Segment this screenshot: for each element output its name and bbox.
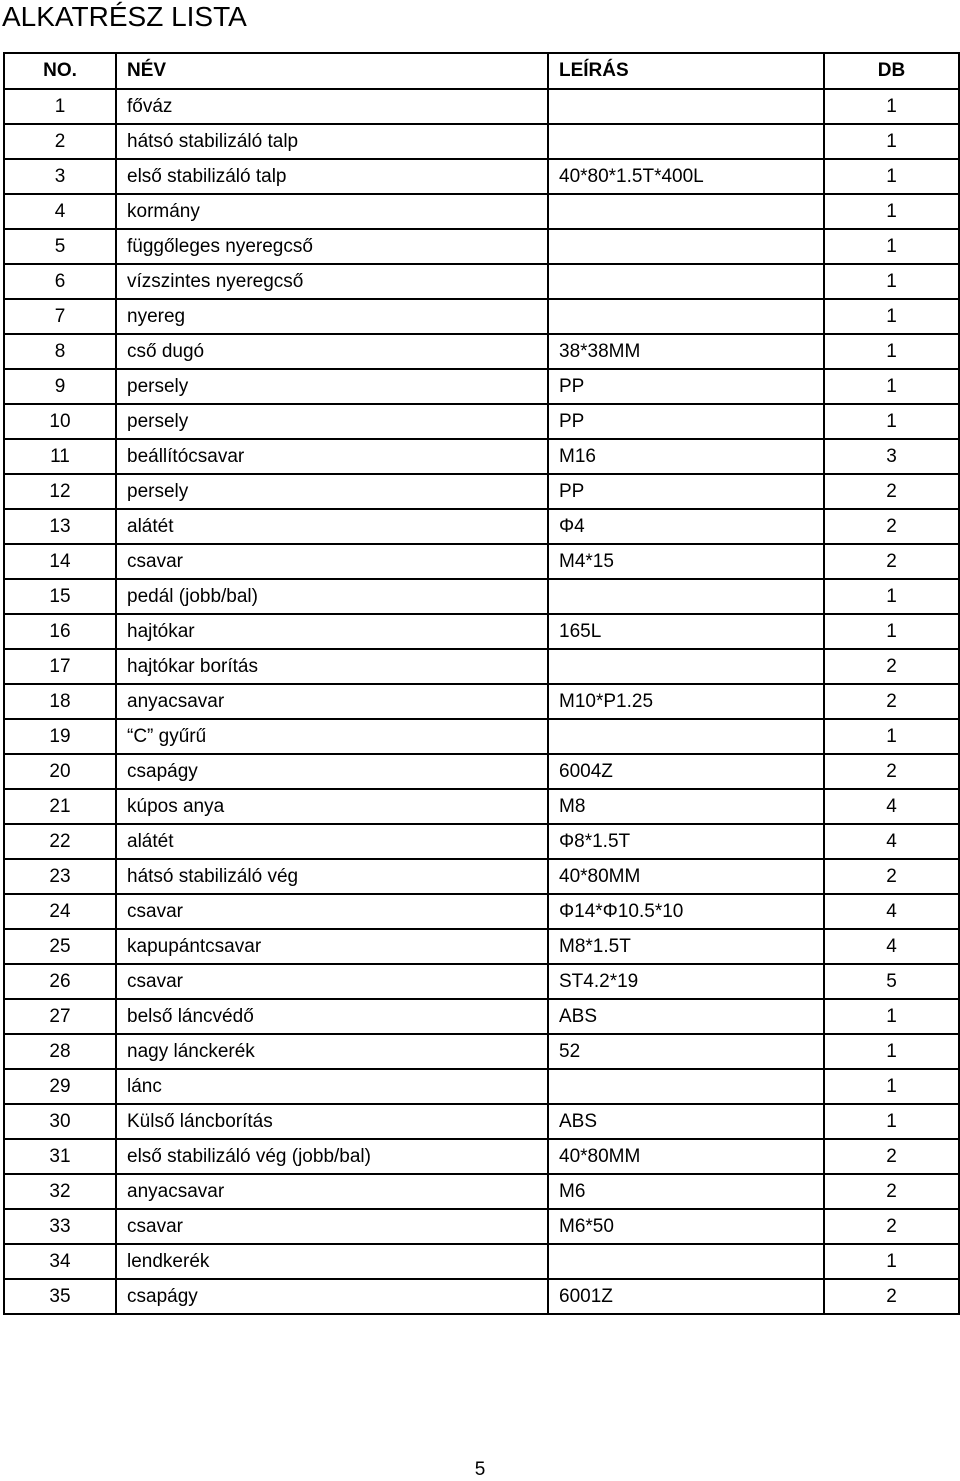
cell-quantity: 2 — [824, 544, 959, 579]
cell-no: 15 — [4, 579, 116, 614]
cell-no: 17 — [4, 649, 116, 684]
table-header — [4, 53, 959, 89]
cell-no: 35 — [4, 1279, 116, 1314]
cell-no: 24 — [4, 894, 116, 929]
cell-description: 165L — [548, 614, 824, 649]
cell-description: ST4.2*19 — [548, 964, 824, 999]
cell-name: persely — [116, 404, 548, 439]
cell-description: 40*80MM — [548, 1139, 824, 1174]
cell-quantity: 1 — [824, 369, 959, 404]
cell-no: 28 — [4, 1034, 116, 1069]
cell-no: 13 — [4, 509, 116, 544]
cell-quantity: 1 — [824, 999, 959, 1034]
table-row — [4, 264, 959, 299]
table-row — [4, 369, 959, 404]
cell-name: főváz — [116, 89, 548, 124]
cell-quantity: 1 — [824, 719, 959, 754]
table-row — [4, 684, 959, 719]
cell-name: beállítócsavar — [116, 439, 548, 474]
cell-quantity: 2 — [824, 684, 959, 719]
cell-quantity: 1 — [824, 229, 959, 264]
cell-no: 6 — [4, 264, 116, 299]
cell-description: 40*80MM — [548, 859, 824, 894]
parts-table — [3, 52, 960, 1315]
cell-no: 7 — [4, 299, 116, 334]
cell-name: anyacsavar — [116, 684, 548, 719]
cell-quantity: 2 — [824, 1139, 959, 1174]
cell-no: 33 — [4, 1209, 116, 1244]
cell-name: lánc — [116, 1069, 548, 1104]
cell-quantity: 2 — [824, 859, 959, 894]
table-row — [4, 159, 959, 194]
cell-no: 21 — [4, 789, 116, 824]
table-row — [4, 1174, 959, 1209]
cell-quantity: 1 — [824, 264, 959, 299]
cell-description: Φ14*Φ10.5*10 — [548, 894, 824, 929]
cell-name: vízszintes nyeregcső — [116, 264, 548, 299]
cell-description: PP — [548, 369, 824, 404]
cell-name: első stabilizáló talp — [116, 159, 548, 194]
cell-no: 16 — [4, 614, 116, 649]
cell-name: persely — [116, 474, 548, 509]
cell-name: függőleges nyeregcső — [116, 229, 548, 264]
cell-name: hátsó stabilizáló talp — [116, 124, 548, 159]
cell-quantity: 2 — [824, 474, 959, 509]
cell-description — [548, 719, 824, 754]
cell-no: 27 — [4, 999, 116, 1034]
table-row — [4, 649, 959, 684]
table-row — [4, 719, 959, 754]
cell-name: nyereg — [116, 299, 548, 334]
cell-name: csavar — [116, 544, 548, 579]
cell-quantity: 4 — [824, 824, 959, 859]
cell-name: nagy lánckerék — [116, 1034, 548, 1069]
cell-description: M8 — [548, 789, 824, 824]
cell-name: kapupántcsavar — [116, 929, 548, 964]
cell-description — [548, 1069, 824, 1104]
table-row — [4, 824, 959, 859]
cell-description — [548, 1244, 824, 1279]
cell-no: 8 — [4, 334, 116, 369]
cell-no: 2 — [4, 124, 116, 159]
cell-description — [548, 299, 824, 334]
table-row — [4, 1279, 959, 1314]
cell-description: 38*38MM — [548, 334, 824, 369]
cell-name: csapágy — [116, 754, 548, 789]
cell-name: Külső láncborítás — [116, 1104, 548, 1139]
cell-no: 19 — [4, 719, 116, 754]
cell-name: hajtókar borítás — [116, 649, 548, 684]
cell-quantity: 1 — [824, 124, 959, 159]
cell-no: 23 — [4, 859, 116, 894]
cell-description: 6004Z — [548, 754, 824, 789]
table-row — [4, 89, 959, 124]
cell-no: 18 — [4, 684, 116, 719]
cell-quantity: 1 — [824, 194, 959, 229]
cell-name: “C” gyűrű — [116, 719, 548, 754]
cell-name: hajtókar — [116, 614, 548, 649]
cell-description: Φ8*1.5T — [548, 824, 824, 859]
cell-name: lendkerék — [116, 1244, 548, 1279]
cell-no: 5 — [4, 229, 116, 264]
cell-quantity: 2 — [824, 754, 959, 789]
cell-description: ABS — [548, 1104, 824, 1139]
table-row — [4, 544, 959, 579]
cell-name: pedál (jobb/bal) — [116, 579, 548, 614]
cell-description: PP — [548, 474, 824, 509]
cell-quantity: 2 — [824, 649, 959, 684]
cell-description: M10*P1.25 — [548, 684, 824, 719]
cell-name: persely — [116, 369, 548, 404]
table-row — [4, 579, 959, 614]
cell-no: 12 — [4, 474, 116, 509]
table-row — [4, 1209, 959, 1244]
table-row — [4, 439, 959, 474]
table-row — [4, 789, 959, 824]
cell-no: 32 — [4, 1174, 116, 1209]
cell-description: PP — [548, 404, 824, 439]
cell-description: ABS — [548, 999, 824, 1034]
table-row — [4, 124, 959, 159]
cell-quantity: 4 — [824, 929, 959, 964]
header-name: NÉV — [116, 53, 548, 89]
cell-no: 14 — [4, 544, 116, 579]
cell-description — [548, 89, 824, 124]
table-row — [4, 1034, 959, 1069]
table-row — [4, 404, 959, 439]
cell-quantity: 1 — [824, 334, 959, 369]
cell-no: 20 — [4, 754, 116, 789]
cell-quantity: 1 — [824, 404, 959, 439]
cell-quantity: 1 — [824, 614, 959, 649]
cell-no: 34 — [4, 1244, 116, 1279]
table-row — [4, 929, 959, 964]
cell-no: 1 — [4, 89, 116, 124]
cell-description: Φ4 — [548, 509, 824, 544]
cell-no: 22 — [4, 824, 116, 859]
cell-no: 26 — [4, 964, 116, 999]
cell-name: csapágy — [116, 1279, 548, 1314]
cell-quantity: 4 — [824, 789, 959, 824]
cell-description: M6*50 — [548, 1209, 824, 1244]
cell-no: 31 — [4, 1139, 116, 1174]
header-no: NO. — [4, 53, 116, 89]
header-quantity: DB — [824, 53, 959, 89]
cell-description — [548, 579, 824, 614]
table-body — [4, 89, 959, 1314]
cell-name: csavar — [116, 1209, 548, 1244]
cell-name: kormány — [116, 194, 548, 229]
page-number: 5 — [474, 1459, 486, 1480]
cell-description: M16 — [548, 439, 824, 474]
cell-no: 9 — [4, 369, 116, 404]
cell-name: anyacsavar — [116, 1174, 548, 1209]
cell-name: hátsó stabilizáló vég — [116, 859, 548, 894]
header-row — [4, 53, 959, 89]
table-row — [4, 859, 959, 894]
cell-name: első stabilizáló vég (jobb/bal) — [116, 1139, 548, 1174]
cell-name: cső dugó — [116, 334, 548, 369]
cell-quantity: 2 — [824, 1279, 959, 1314]
cell-quantity: 2 — [824, 1174, 959, 1209]
cell-no: 25 — [4, 929, 116, 964]
cell-description: M8*1.5T — [548, 929, 824, 964]
cell-quantity: 1 — [824, 1034, 959, 1069]
cell-name: csavar — [116, 894, 548, 929]
cell-name: belső láncvédő — [116, 999, 548, 1034]
table-row — [4, 1069, 959, 1104]
cell-description — [548, 194, 824, 229]
table-row — [4, 754, 959, 789]
cell-description: M4*15 — [548, 544, 824, 579]
cell-no: 3 — [4, 159, 116, 194]
cell-description — [548, 264, 824, 299]
cell-description — [548, 124, 824, 159]
table-row — [4, 1104, 959, 1139]
cell-quantity: 2 — [824, 509, 959, 544]
cell-quantity: 1 — [824, 579, 959, 614]
cell-quantity: 1 — [824, 159, 959, 194]
table-row — [4, 229, 959, 264]
table-row — [4, 614, 959, 649]
cell-description — [548, 229, 824, 264]
cell-name: alátét — [116, 509, 548, 544]
cell-quantity: 5 — [824, 964, 959, 999]
table-row — [4, 894, 959, 929]
table-row — [4, 1244, 959, 1279]
table-row — [4, 474, 959, 509]
cell-name: kúpos anya — [116, 789, 548, 824]
cell-description — [548, 649, 824, 684]
cell-no: 11 — [4, 439, 116, 474]
table-row — [4, 964, 959, 999]
table-row — [4, 999, 959, 1034]
cell-no: 29 — [4, 1069, 116, 1104]
table-row — [4, 194, 959, 229]
cell-name: alátét — [116, 824, 548, 859]
cell-description: 40*80*1.5T*400L — [548, 159, 824, 194]
cell-description: 6001Z — [548, 1279, 824, 1314]
cell-quantity: 1 — [824, 89, 959, 124]
cell-quantity: 2 — [824, 1209, 959, 1244]
table-row — [4, 1139, 959, 1174]
table-row — [4, 334, 959, 369]
cell-no: 4 — [4, 194, 116, 229]
cell-name: csavar — [116, 964, 548, 999]
cell-quantity: 1 — [824, 1104, 959, 1139]
cell-quantity: 1 — [824, 299, 959, 334]
cell-quantity: 1 — [824, 1069, 959, 1104]
cell-no: 30 — [4, 1104, 116, 1139]
cell-no: 10 — [4, 404, 116, 439]
table-row — [4, 509, 959, 544]
header-description: LEÍRÁS — [548, 53, 824, 89]
cell-description: 52 — [548, 1034, 824, 1069]
cell-quantity: 4 — [824, 894, 959, 929]
page-title: ALKATRÉSZ LISTA — [2, 1, 247, 32]
cell-quantity: 3 — [824, 439, 959, 474]
cell-quantity: 1 — [824, 1244, 959, 1279]
cell-description: M6 — [548, 1174, 824, 1209]
table-row — [4, 299, 959, 334]
